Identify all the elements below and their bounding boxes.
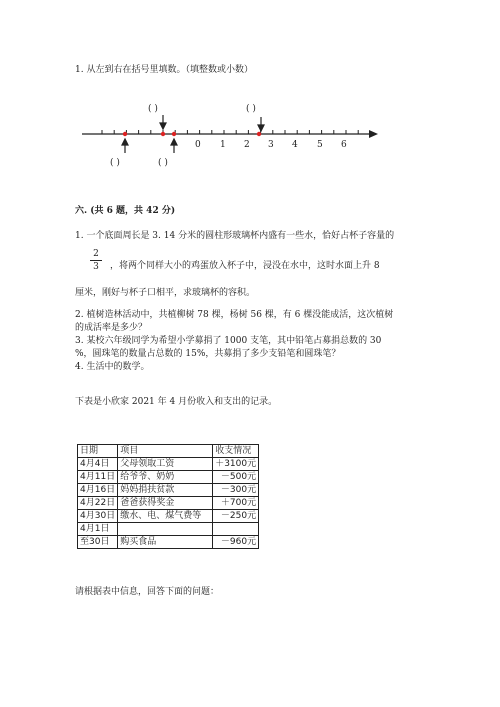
fraction-numerator: 2 (93, 249, 99, 259)
red-point-right (172, 132, 176, 136)
down-arrow-1-head (160, 123, 166, 129)
problem-4-intro: 下表是小欣家 2021 年 4 月份收入和支出的记录。 (75, 397, 278, 407)
tick-label-6: 6 (341, 140, 347, 150)
cell-amount: －500元 (213, 471, 259, 484)
header-date: 日期 (78, 445, 118, 458)
problem-4-question: 请根据表中信息，回答下面的问题： (75, 587, 220, 597)
table-row (78, 471, 259, 484)
cell-amount: －960元 (213, 536, 259, 549)
cell-amount (213, 523, 259, 536)
question-1-text: 1. 从左到右在括号里填数。（填整数或小数） (75, 65, 253, 75)
number-line-arrow (369, 130, 378, 138)
cell-amount: －250元 (213, 510, 259, 523)
blank-bottom-2[interactable]: ( ) (158, 158, 168, 168)
blank-top-2[interactable]: ( ) (246, 104, 256, 114)
problem-3-line-2: %，圆珠笔的数量占总数的 15%，共募捐了多少支铅笔和圆珠笔？ (75, 349, 341, 359)
table-row (78, 458, 259, 471)
cell-date: 至30日 (78, 536, 118, 549)
problem-1-line-3: 厘米，刚好与杯子口相平，求玻璃杯的容积。 (75, 288, 256, 298)
table-row (78, 510, 259, 523)
cell-date: 4月1日 (78, 523, 118, 536)
cell-item: 爸爸获得奖金 (118, 497, 213, 510)
table-header-row (78, 445, 259, 458)
problem-3-line-1: 3. 某校六年级同学为希望小学募捐了 1000 支笔，其中铅笔占募捐总数的 30 (75, 336, 382, 346)
table-row (78, 523, 259, 536)
cell-date: 4月4日 (78, 458, 118, 471)
cell-date: 4月16日 (78, 484, 118, 497)
problem-2-line-2: 的成活率是多少？ (75, 323, 148, 333)
income-expense-table (77, 444, 259, 549)
tick-label-4: 4 (292, 140, 298, 150)
cell-item: 父母领取工资 (118, 458, 213, 471)
up-arrow-1-head (122, 139, 128, 145)
red-point-mid (161, 132, 165, 136)
cell-amount: ＋3100元 (213, 458, 259, 471)
tick-label-2: 2 (244, 140, 250, 150)
cell-item: 购买食品 (118, 536, 213, 549)
problem-1-line-2: ，将两个同样大小的鸡蛋放入杯子中，浸没在水中，这时水面上升 8 (110, 261, 380, 271)
cell-date: 4月11日 (78, 471, 118, 484)
tick-label-1: 1 (220, 140, 226, 150)
header-item: 项目 (118, 445, 213, 458)
table-row (78, 497, 259, 510)
cell-amount: －300元 (213, 484, 259, 497)
problem-1-line-1: 1. 一个底面周长是 3. 14 分米的圆柱形玻璃杯内盛有一些水，恰好占杯子容量的 (75, 231, 395, 241)
cell-item: 给爷爷、奶奶 (118, 471, 213, 484)
section-heading: 六. (共 6 题，共 42 分) (75, 206, 176, 216)
cell-item (118, 523, 213, 536)
tick-label-0: 0 (195, 140, 201, 150)
cell-item: 缴水、电、煤气费等 (118, 510, 213, 523)
cell-item: 妈妈捐扶贫款 (118, 484, 213, 497)
red-point-left (123, 132, 127, 136)
table-row (78, 536, 259, 549)
number-line (0, 0, 500, 200)
up-arrow-2-head (171, 139, 177, 145)
blank-bottom-1[interactable]: ( ) (110, 158, 120, 168)
blank-top-1[interactable]: ( ) (148, 104, 158, 114)
tick-label-3: 3 (268, 140, 274, 150)
fraction-denominator: 3 (93, 262, 99, 272)
down-arrow-2-head (258, 125, 264, 131)
header-amount: 收支情况 (213, 445, 259, 458)
cell-amount: ＋700元 (213, 497, 259, 510)
cell-date: 4月30日 (78, 510, 118, 523)
red-point-3 (257, 132, 261, 136)
fraction-two-thirds (89, 248, 103, 273)
problem-2-line-1: 2. 植树造林活动中，共植柳树 78 棵，杨树 56 棵，有 6 棵没能成活，这次植树 (75, 310, 394, 320)
cell-date: 4月22日 (78, 497, 118, 510)
problem-4-title: 4. 生活中的数学。 (75, 362, 150, 372)
table-row (78, 484, 259, 497)
tick-label-5: 5 (317, 140, 323, 150)
